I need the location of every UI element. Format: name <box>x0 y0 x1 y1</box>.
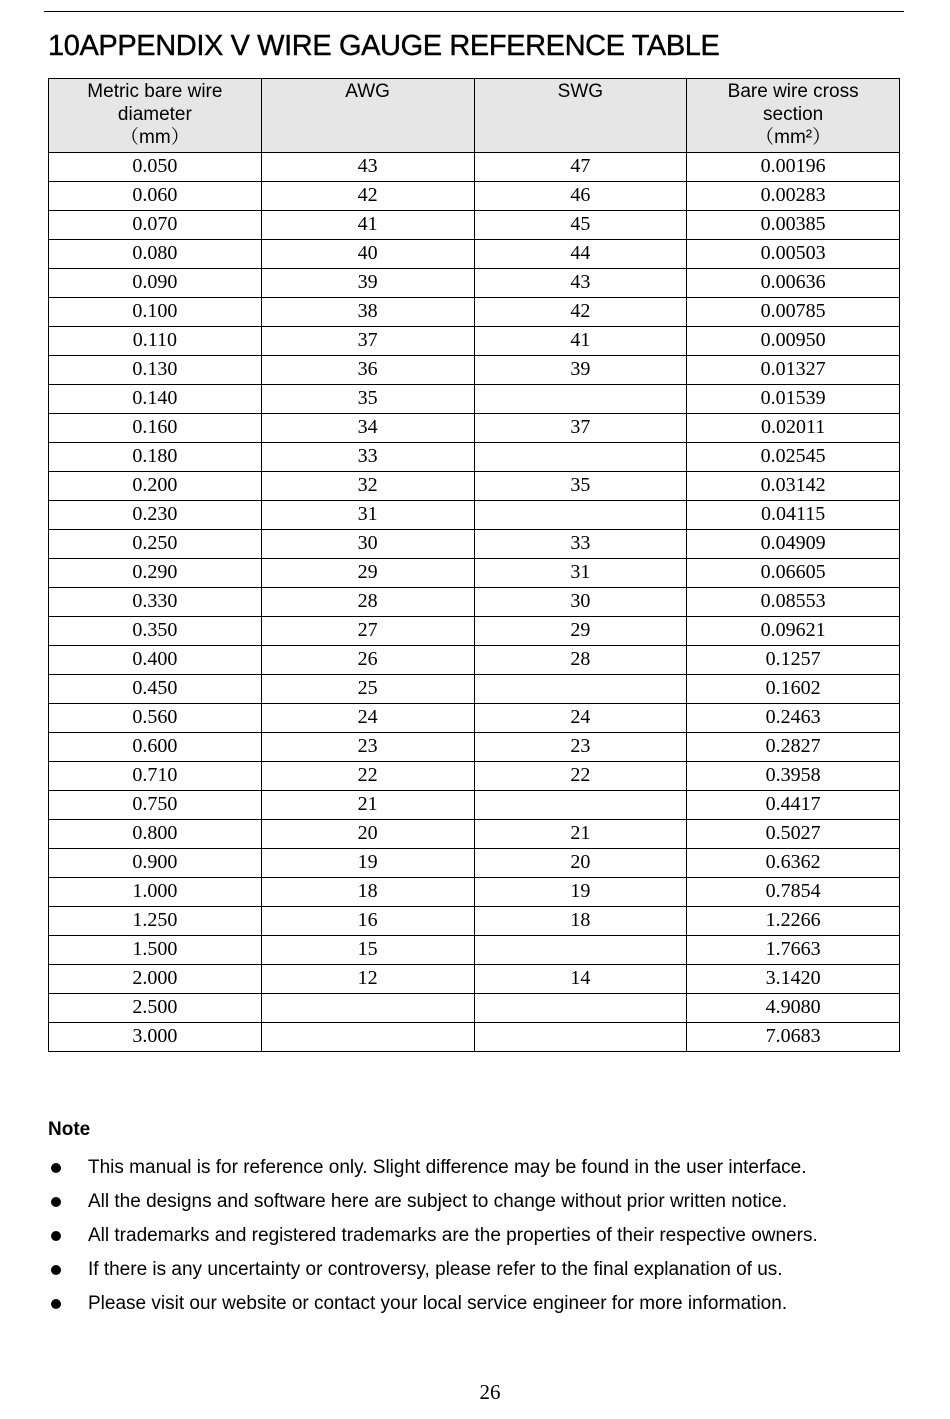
cell-cross-section: 0.04115 <box>687 501 900 530</box>
cell-cross-section: 0.2463 <box>687 704 900 733</box>
cell-swg <box>474 994 687 1023</box>
header-line: section <box>763 104 824 125</box>
cell-swg: 31 <box>474 559 687 588</box>
note-item <box>48 1287 908 1321</box>
bullet-icon <box>51 1197 61 1207</box>
cell-awg: 43 <box>261 153 474 182</box>
cell-diameter: 0.060 <box>49 182 262 211</box>
cell-diameter: 0.250 <box>49 530 262 559</box>
table-row <box>49 820 900 849</box>
cell-cross-section: 0.06605 <box>687 559 900 588</box>
cell-diameter: 0.560 <box>49 704 262 733</box>
cell-diameter: 0.600 <box>49 733 262 762</box>
cell-diameter: 0.710 <box>49 762 262 791</box>
table-row <box>49 965 900 994</box>
table-row <box>49 704 900 733</box>
table-row <box>49 791 900 820</box>
cell-swg: 45 <box>474 211 687 240</box>
table-row <box>49 762 900 791</box>
cell-awg: 30 <box>261 530 474 559</box>
cell-swg <box>474 791 687 820</box>
cell-diameter: 1.000 <box>49 878 262 907</box>
header-line: SWG <box>557 81 604 102</box>
cell-awg <box>261 1023 474 1052</box>
cell-diameter: 0.080 <box>49 240 262 269</box>
cell-swg: 30 <box>474 588 687 617</box>
table-row <box>49 443 900 472</box>
cell-swg <box>474 936 687 965</box>
cell-swg: 37 <box>474 414 687 443</box>
cell-awg: 38 <box>261 298 474 327</box>
cell-cross-section: 0.04909 <box>687 530 900 559</box>
table-row <box>49 153 900 182</box>
bullet-icon <box>51 1299 61 1309</box>
cell-diameter: 0.330 <box>49 588 262 617</box>
bullet-icon <box>51 1163 61 1173</box>
note-list <box>48 1151 908 1321</box>
cell-cross-section: 0.00196 <box>687 153 900 182</box>
table-row <box>49 588 900 617</box>
cell-cross-section: 0.09621 <box>687 617 900 646</box>
note-item <box>48 1253 908 1287</box>
cell-diameter: 0.140 <box>49 385 262 414</box>
cell-diameter: 0.900 <box>49 849 262 878</box>
header-line: Metric bare wire <box>87 81 223 102</box>
table-row <box>49 356 900 385</box>
cell-awg: 40 <box>261 240 474 269</box>
bullet-icon <box>51 1231 61 1241</box>
cell-swg: 23 <box>474 733 687 762</box>
cell-diameter: 0.200 <box>49 472 262 501</box>
note-text: All the designs and software here are subject to change without prior written notice. <box>88 1191 788 1212</box>
cell-swg <box>474 385 687 414</box>
cell-swg: 14 <box>474 965 687 994</box>
table-row <box>49 240 900 269</box>
table-row <box>49 617 900 646</box>
table-row <box>49 327 900 356</box>
cell-cross-section: 0.01539 <box>687 385 900 414</box>
cell-awg: 19 <box>261 849 474 878</box>
header-line: Bare wire cross <box>727 81 859 102</box>
header-line: （mm） <box>120 127 190 148</box>
cell-cross-section: 4.9080 <box>687 994 900 1023</box>
cell-swg: 47 <box>474 153 687 182</box>
cell-diameter: 0.230 <box>49 501 262 530</box>
cell-cross-section: 1.7663 <box>687 936 900 965</box>
cell-diameter: 0.350 <box>49 617 262 646</box>
cell-diameter: 0.180 <box>49 443 262 472</box>
cell-diameter: 0.800 <box>49 820 262 849</box>
table-row <box>49 385 900 414</box>
cell-awg: 21 <box>261 791 474 820</box>
wire-gauge-table <box>48 78 900 1052</box>
header-line: diameter <box>117 104 192 125</box>
top-rule <box>44 11 904 12</box>
cell-awg: 16 <box>261 907 474 936</box>
cell-diameter: 0.400 <box>49 646 262 675</box>
cell-cross-section: 0.00385 <box>687 211 900 240</box>
cell-swg <box>474 1023 687 1052</box>
cell-cross-section: 3.1420 <box>687 965 900 994</box>
cell-diameter: 0.450 <box>49 675 262 704</box>
note-text: This manual is for reference only. Slight difference may be found in the user interface. <box>88 1157 807 1178</box>
table-row <box>49 849 900 878</box>
cell-swg <box>474 443 687 472</box>
cell-cross-section: 0.00950 <box>687 327 900 356</box>
bullet-icon <box>51 1265 61 1275</box>
cell-diameter: 2.000 <box>49 965 262 994</box>
cell-cross-section: 0.5027 <box>687 820 900 849</box>
note-text: Please visit our website or contact your local service engineer for more information. <box>88 1293 788 1314</box>
cell-swg <box>474 675 687 704</box>
cell-awg <box>261 994 474 1023</box>
note-item <box>48 1185 908 1219</box>
cell-cross-section: 7.0683 <box>687 1023 900 1052</box>
cell-awg: 29 <box>261 559 474 588</box>
cell-cross-section: 0.03142 <box>687 472 900 501</box>
cell-awg: 20 <box>261 820 474 849</box>
table-row <box>49 878 900 907</box>
cell-awg: 28 <box>261 588 474 617</box>
table-row <box>49 994 900 1023</box>
table-row <box>49 733 900 762</box>
cell-swg: 21 <box>474 820 687 849</box>
cell-awg: 39 <box>261 269 474 298</box>
cell-swg: 20 <box>474 849 687 878</box>
header-line: （mm²） <box>755 127 832 148</box>
cell-swg: 19 <box>474 878 687 907</box>
table-row <box>49 182 900 211</box>
cell-diameter: 0.090 <box>49 269 262 298</box>
cell-awg: 12 <box>261 965 474 994</box>
cell-swg: 43 <box>474 269 687 298</box>
table-row <box>49 501 900 530</box>
header-metric-diameter <box>49 79 262 153</box>
table-row <box>49 530 900 559</box>
table-row <box>49 675 900 704</box>
cell-cross-section: 0.2827 <box>687 733 900 762</box>
cell-swg: 35 <box>474 472 687 501</box>
cell-cross-section: 0.01327 <box>687 356 900 385</box>
cell-swg: 29 <box>474 617 687 646</box>
page-number: 26 <box>479 1380 501 1404</box>
cell-swg: 18 <box>474 907 687 936</box>
cell-diameter: 0.110 <box>49 327 262 356</box>
cell-awg: 35 <box>261 385 474 414</box>
cell-cross-section: 0.00785 <box>687 298 900 327</box>
table-row <box>49 907 900 936</box>
cell-cross-section: 0.7854 <box>687 878 900 907</box>
cell-diameter: 0.750 <box>49 791 262 820</box>
cell-cross-section: 0.02545 <box>687 443 900 472</box>
cell-awg: 24 <box>261 704 474 733</box>
cell-awg: 42 <box>261 182 474 211</box>
table-row <box>49 1023 900 1052</box>
cell-awg: 37 <box>261 327 474 356</box>
cell-cross-section: 0.4417 <box>687 791 900 820</box>
cell-swg: 22 <box>474 762 687 791</box>
cell-diameter: 1.250 <box>49 907 262 936</box>
header-cross-section <box>687 79 900 153</box>
cell-awg: 15 <box>261 936 474 965</box>
cell-diameter: 3.000 <box>49 1023 262 1052</box>
cell-awg: 25 <box>261 675 474 704</box>
cell-awg: 32 <box>261 472 474 501</box>
cell-swg: 28 <box>474 646 687 675</box>
cell-cross-section: 0.00636 <box>687 269 900 298</box>
table-row <box>49 936 900 965</box>
cell-diameter: 0.130 <box>49 356 262 385</box>
cell-diameter: 0.160 <box>49 414 262 443</box>
cell-awg: 23 <box>261 733 474 762</box>
cell-diameter: 1.500 <box>49 936 262 965</box>
cell-cross-section: 0.00503 <box>687 240 900 269</box>
note-item <box>48 1219 908 1253</box>
cell-awg: 31 <box>261 501 474 530</box>
cell-swg: 39 <box>474 356 687 385</box>
cell-awg: 27 <box>261 617 474 646</box>
cell-diameter: 0.290 <box>49 559 262 588</box>
cell-cross-section: 1.2266 <box>687 907 900 936</box>
table-row <box>49 414 900 443</box>
cell-awg: 33 <box>261 443 474 472</box>
page-title: 10APPENDIX V WIRE GAUGE REFERENCE TABLE <box>48 30 720 62</box>
cell-swg <box>474 501 687 530</box>
cell-cross-section: 0.3958 <box>687 762 900 791</box>
cell-swg: 44 <box>474 240 687 269</box>
table-header-row <box>49 79 900 153</box>
note-text: All trademarks and registered trademarks are the properties of their respective owners. <box>88 1225 818 1246</box>
cell-swg: 46 <box>474 182 687 211</box>
cell-diameter: 0.100 <box>49 298 262 327</box>
cell-swg: 41 <box>474 327 687 356</box>
cell-swg: 42 <box>474 298 687 327</box>
cell-cross-section: 0.1257 <box>687 646 900 675</box>
table-row <box>49 298 900 327</box>
cell-cross-section: 0.1602 <box>687 675 900 704</box>
note-text: If there is any uncertainty or controversy, please refer to the final explanation of us. <box>88 1259 783 1280</box>
table-row <box>49 646 900 675</box>
cell-awg: 41 <box>261 211 474 240</box>
header-awg <box>261 79 474 153</box>
cell-cross-section: 0.6362 <box>687 849 900 878</box>
cell-diameter: 2.500 <box>49 994 262 1023</box>
note-item <box>48 1151 908 1185</box>
cell-awg: 26 <box>261 646 474 675</box>
cell-cross-section: 0.00283 <box>687 182 900 211</box>
header-swg <box>474 79 687 153</box>
table-row <box>49 472 900 501</box>
note-heading: Note <box>48 1119 91 1140</box>
cell-diameter: 0.050 <box>49 153 262 182</box>
cell-awg: 18 <box>261 878 474 907</box>
cell-awg: 36 <box>261 356 474 385</box>
cell-awg: 34 <box>261 414 474 443</box>
table-row <box>49 269 900 298</box>
cell-swg: 33 <box>474 530 687 559</box>
table-row <box>49 559 900 588</box>
header-line: AWG <box>345 81 390 102</box>
cell-cross-section: 0.02011 <box>687 414 900 443</box>
table-row <box>49 211 900 240</box>
cell-awg: 22 <box>261 762 474 791</box>
cell-diameter: 0.070 <box>49 211 262 240</box>
table-body <box>49 153 900 1052</box>
cell-cross-section: 0.08553 <box>687 588 900 617</box>
cell-swg: 24 <box>474 704 687 733</box>
